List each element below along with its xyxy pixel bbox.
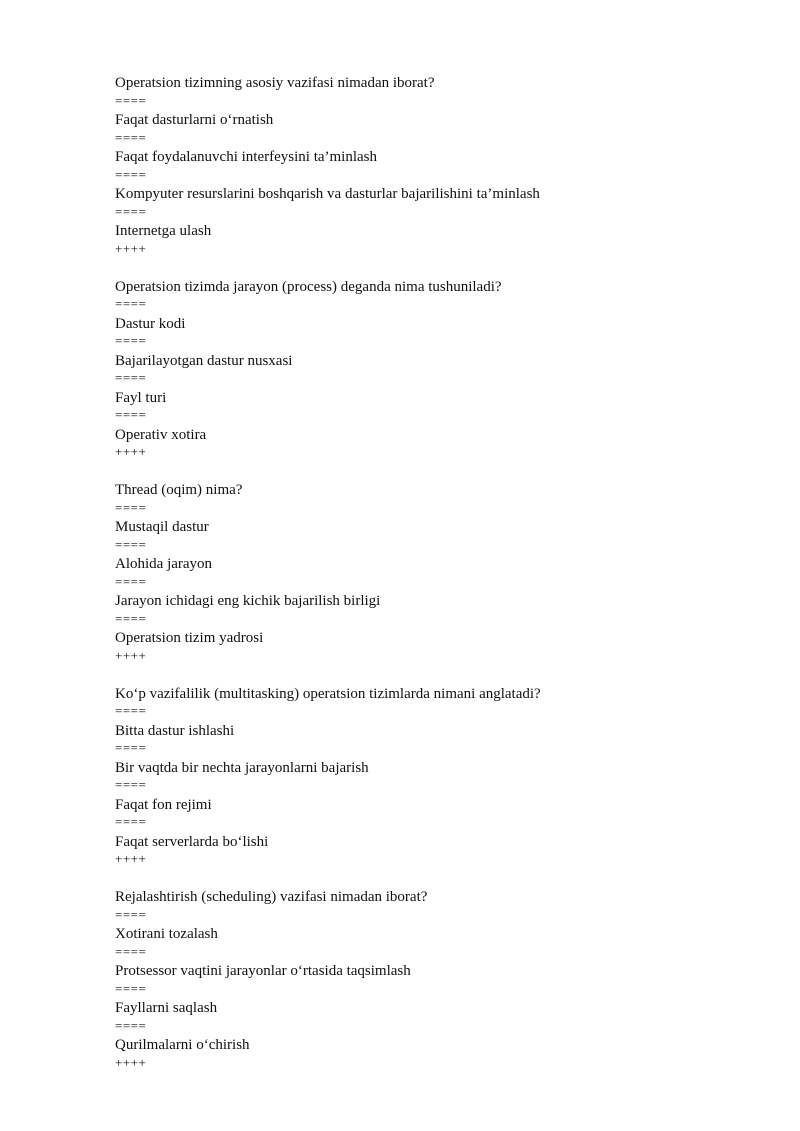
separator: ==== xyxy=(115,499,147,515)
answer-option: Faqat fon rejimi xyxy=(115,796,212,813)
answer-option: Jarayon ichidagi eng kichik bajarilish birligi xyxy=(115,593,381,609)
question-block xyxy=(115,278,755,463)
separator: ==== xyxy=(115,407,147,422)
question-text: Operatsion tizimning asosiy vazifasi nimadan iborat? xyxy=(115,75,435,91)
answer-option: Fayl turi xyxy=(115,389,167,406)
answer-option: Xotirani tozalash xyxy=(115,926,218,942)
separator: ==== xyxy=(115,92,147,108)
answer-option: Dastur kodi xyxy=(115,315,186,332)
terminator: ++++ xyxy=(115,647,147,663)
question-block xyxy=(115,74,755,259)
separator: ==== xyxy=(115,703,147,718)
question-text: Thread (oqim) nima? xyxy=(115,482,243,498)
separator: ==== xyxy=(115,573,147,589)
answer-option: Fayllarni saqlash xyxy=(115,1000,218,1016)
answer-option: Kompyuter resurslarini boshqarish va dasturlar bajarilishini ta’minlash xyxy=(115,186,540,202)
answer-option: Operatsion tizim yadrosi xyxy=(115,630,264,646)
terminator: ++++ xyxy=(115,851,147,866)
terminator: ++++ xyxy=(115,1054,147,1070)
separator: ==== xyxy=(115,740,147,755)
question-block xyxy=(115,685,755,870)
separator: ==== xyxy=(115,370,147,385)
question-block xyxy=(115,888,755,1073)
separator: ==== xyxy=(115,777,147,792)
separator: ==== xyxy=(115,814,147,829)
answer-option: Faqat dasturlarni o‘rnatish xyxy=(115,112,274,128)
separator: ==== xyxy=(115,610,147,626)
separator: ==== xyxy=(115,980,147,996)
separator: ==== xyxy=(115,1017,147,1033)
separator: ==== xyxy=(115,166,147,182)
answer-option: Mustaqil dastur xyxy=(115,519,209,535)
terminator: ++++ xyxy=(115,240,147,256)
answer-option: Protsessor vaqtini jarayonlar o‘rtasida taqsimlash xyxy=(115,963,411,979)
document-page xyxy=(115,74,755,1092)
answer-option: Faqat serverlarda bo‘lishi xyxy=(115,833,269,850)
separator: ==== xyxy=(115,129,147,145)
question-text: Ko‘p vazifalilik (multitasking) operatsion tizimlarda nimani anglatadi? xyxy=(115,685,541,702)
answer-option: Operativ xotira xyxy=(115,426,207,443)
separator: ==== xyxy=(115,296,147,311)
answer-option: Internetga ulash xyxy=(115,223,212,239)
question-block xyxy=(115,481,755,666)
question-text: Operatsion tizimda jarayon (process) deganda nima tushuniladi? xyxy=(115,278,502,295)
answer-option: Qurilmalarni o‘chirish xyxy=(115,1037,250,1053)
question-text: Rejalashtirish (scheduling) vazifasi nimadan iborat? xyxy=(115,889,428,905)
separator: ==== xyxy=(115,203,147,219)
separator: ==== xyxy=(115,333,147,348)
terminator: ++++ xyxy=(115,444,147,459)
answer-option: Bitta dastur ishlashi xyxy=(115,722,235,739)
answer-option: Bajarilayotgan dastur nusxasi xyxy=(115,352,293,369)
answer-option: Alohida jarayon xyxy=(115,556,213,572)
separator: ==== xyxy=(115,906,147,922)
answer-option: Faqat foydalanuvchi interfeysini ta’minlash xyxy=(115,149,378,165)
separator: ==== xyxy=(115,943,147,959)
answer-option: Bir vaqtda bir nechta jarayonlarni bajarish xyxy=(115,759,369,776)
separator: ==== xyxy=(115,536,147,552)
